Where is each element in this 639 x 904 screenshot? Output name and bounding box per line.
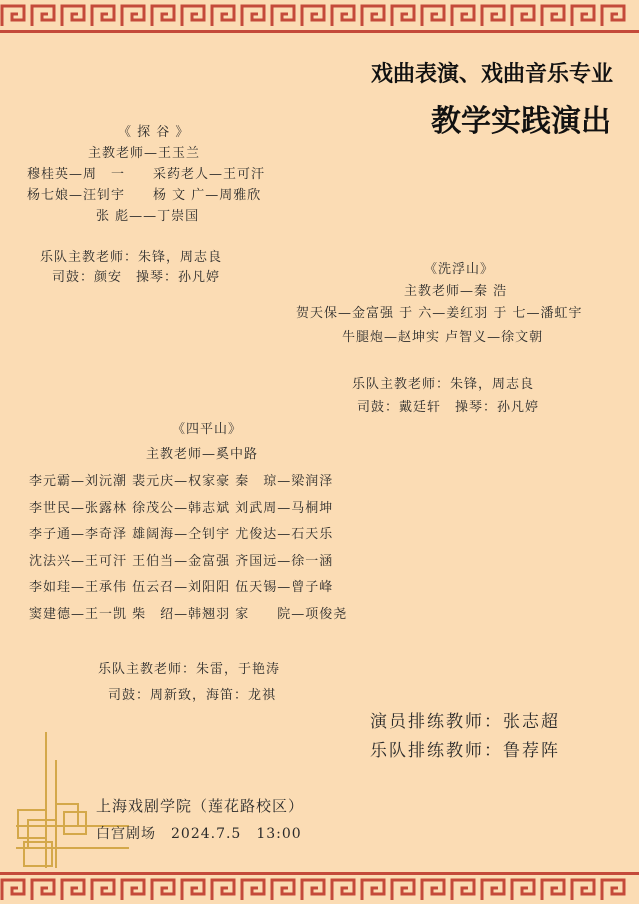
play1-cast-line: 张 彪——丁崇国 xyxy=(96,209,200,224)
play2-band-teacher: 乐队主教老师：朱锋，周志良 xyxy=(352,377,535,392)
play3-band-members: 司鼓：周新致，海笛：龙祺 xyxy=(108,688,277,703)
play2-cast-line: 贺天保—金富强 于 六—姜红羽 于 七—潘虹宇 xyxy=(296,306,583,321)
play3-band-teacher: 乐队主教老师：朱雷，于艳涛 xyxy=(98,662,281,677)
play1-cast-line: 杨七娘—汪钊宇 杨 文 广—周雅欣 xyxy=(27,188,262,203)
bottom-border-pattern xyxy=(0,870,639,904)
play3-title: 《四平山》 xyxy=(172,422,243,437)
play3-cast-line: 窦建德—王一凯 柴 绍—韩翘羽 家 院—项俊尧 xyxy=(29,607,348,622)
subtitle-heading: 戏曲表演、戏曲音乐专业 xyxy=(370,62,613,87)
play3-cast-line: 李子通—李奇泽 雄阔海—仝钊宇 尤俊达—石天乐 xyxy=(29,527,334,542)
play1-band-teacher: 乐队主教老师：朱锋，周志良 xyxy=(40,250,223,265)
band-coach: 乐队排练教师：鲁荐阵 xyxy=(370,741,560,761)
play1-cast-line: 穆桂英—周 一 采药老人—王可汗 xyxy=(27,167,266,182)
play2-band-members: 司鼓：戴廷轩 操琴：孙凡婷 xyxy=(357,400,540,415)
venue-place-time: 白宫剧场 2024.7.5 13:00 xyxy=(96,826,302,842)
main-title: 教学实践演出 xyxy=(431,104,611,139)
venue-school: 上海戏剧学院（莲花路校区） xyxy=(96,797,305,815)
play3-cast-line: 李元霸—刘沅潮 裴元庆—权家豪 秦 琼—梁润泽 xyxy=(29,474,334,489)
play3-cast-line: 李世民—张露林 徐茂公—韩志斌 刘武周—马桐坤 xyxy=(29,501,334,516)
play1-teacher: 主教老师—王玉兰 xyxy=(88,146,201,161)
actor-coach: 演员排练教师：张志超 xyxy=(370,712,560,732)
top-border-pattern xyxy=(0,0,639,34)
play2-cast-line: 牛腿炮—赵坤实 卢智义—徐文朝 xyxy=(342,330,544,345)
play3-cast-line: 沈法兴—王可汗 王伯当—金富强 齐国远—徐一涵 xyxy=(29,554,334,569)
play1-title: 《 探 谷 》 xyxy=(118,125,190,140)
play2-title: 《洗浮山》 xyxy=(424,262,495,277)
play2-teacher: 主教老师—秦 浩 xyxy=(404,284,508,299)
play3-cast-line: 李如珪—王承伟 伍云召—刘阳阳 伍天锡—曾子峰 xyxy=(29,580,334,595)
play3-teacher: 主教老师—奚中路 xyxy=(146,447,259,462)
play1-band-members: 司鼓：颜安 操琴：孙凡婷 xyxy=(52,270,221,285)
